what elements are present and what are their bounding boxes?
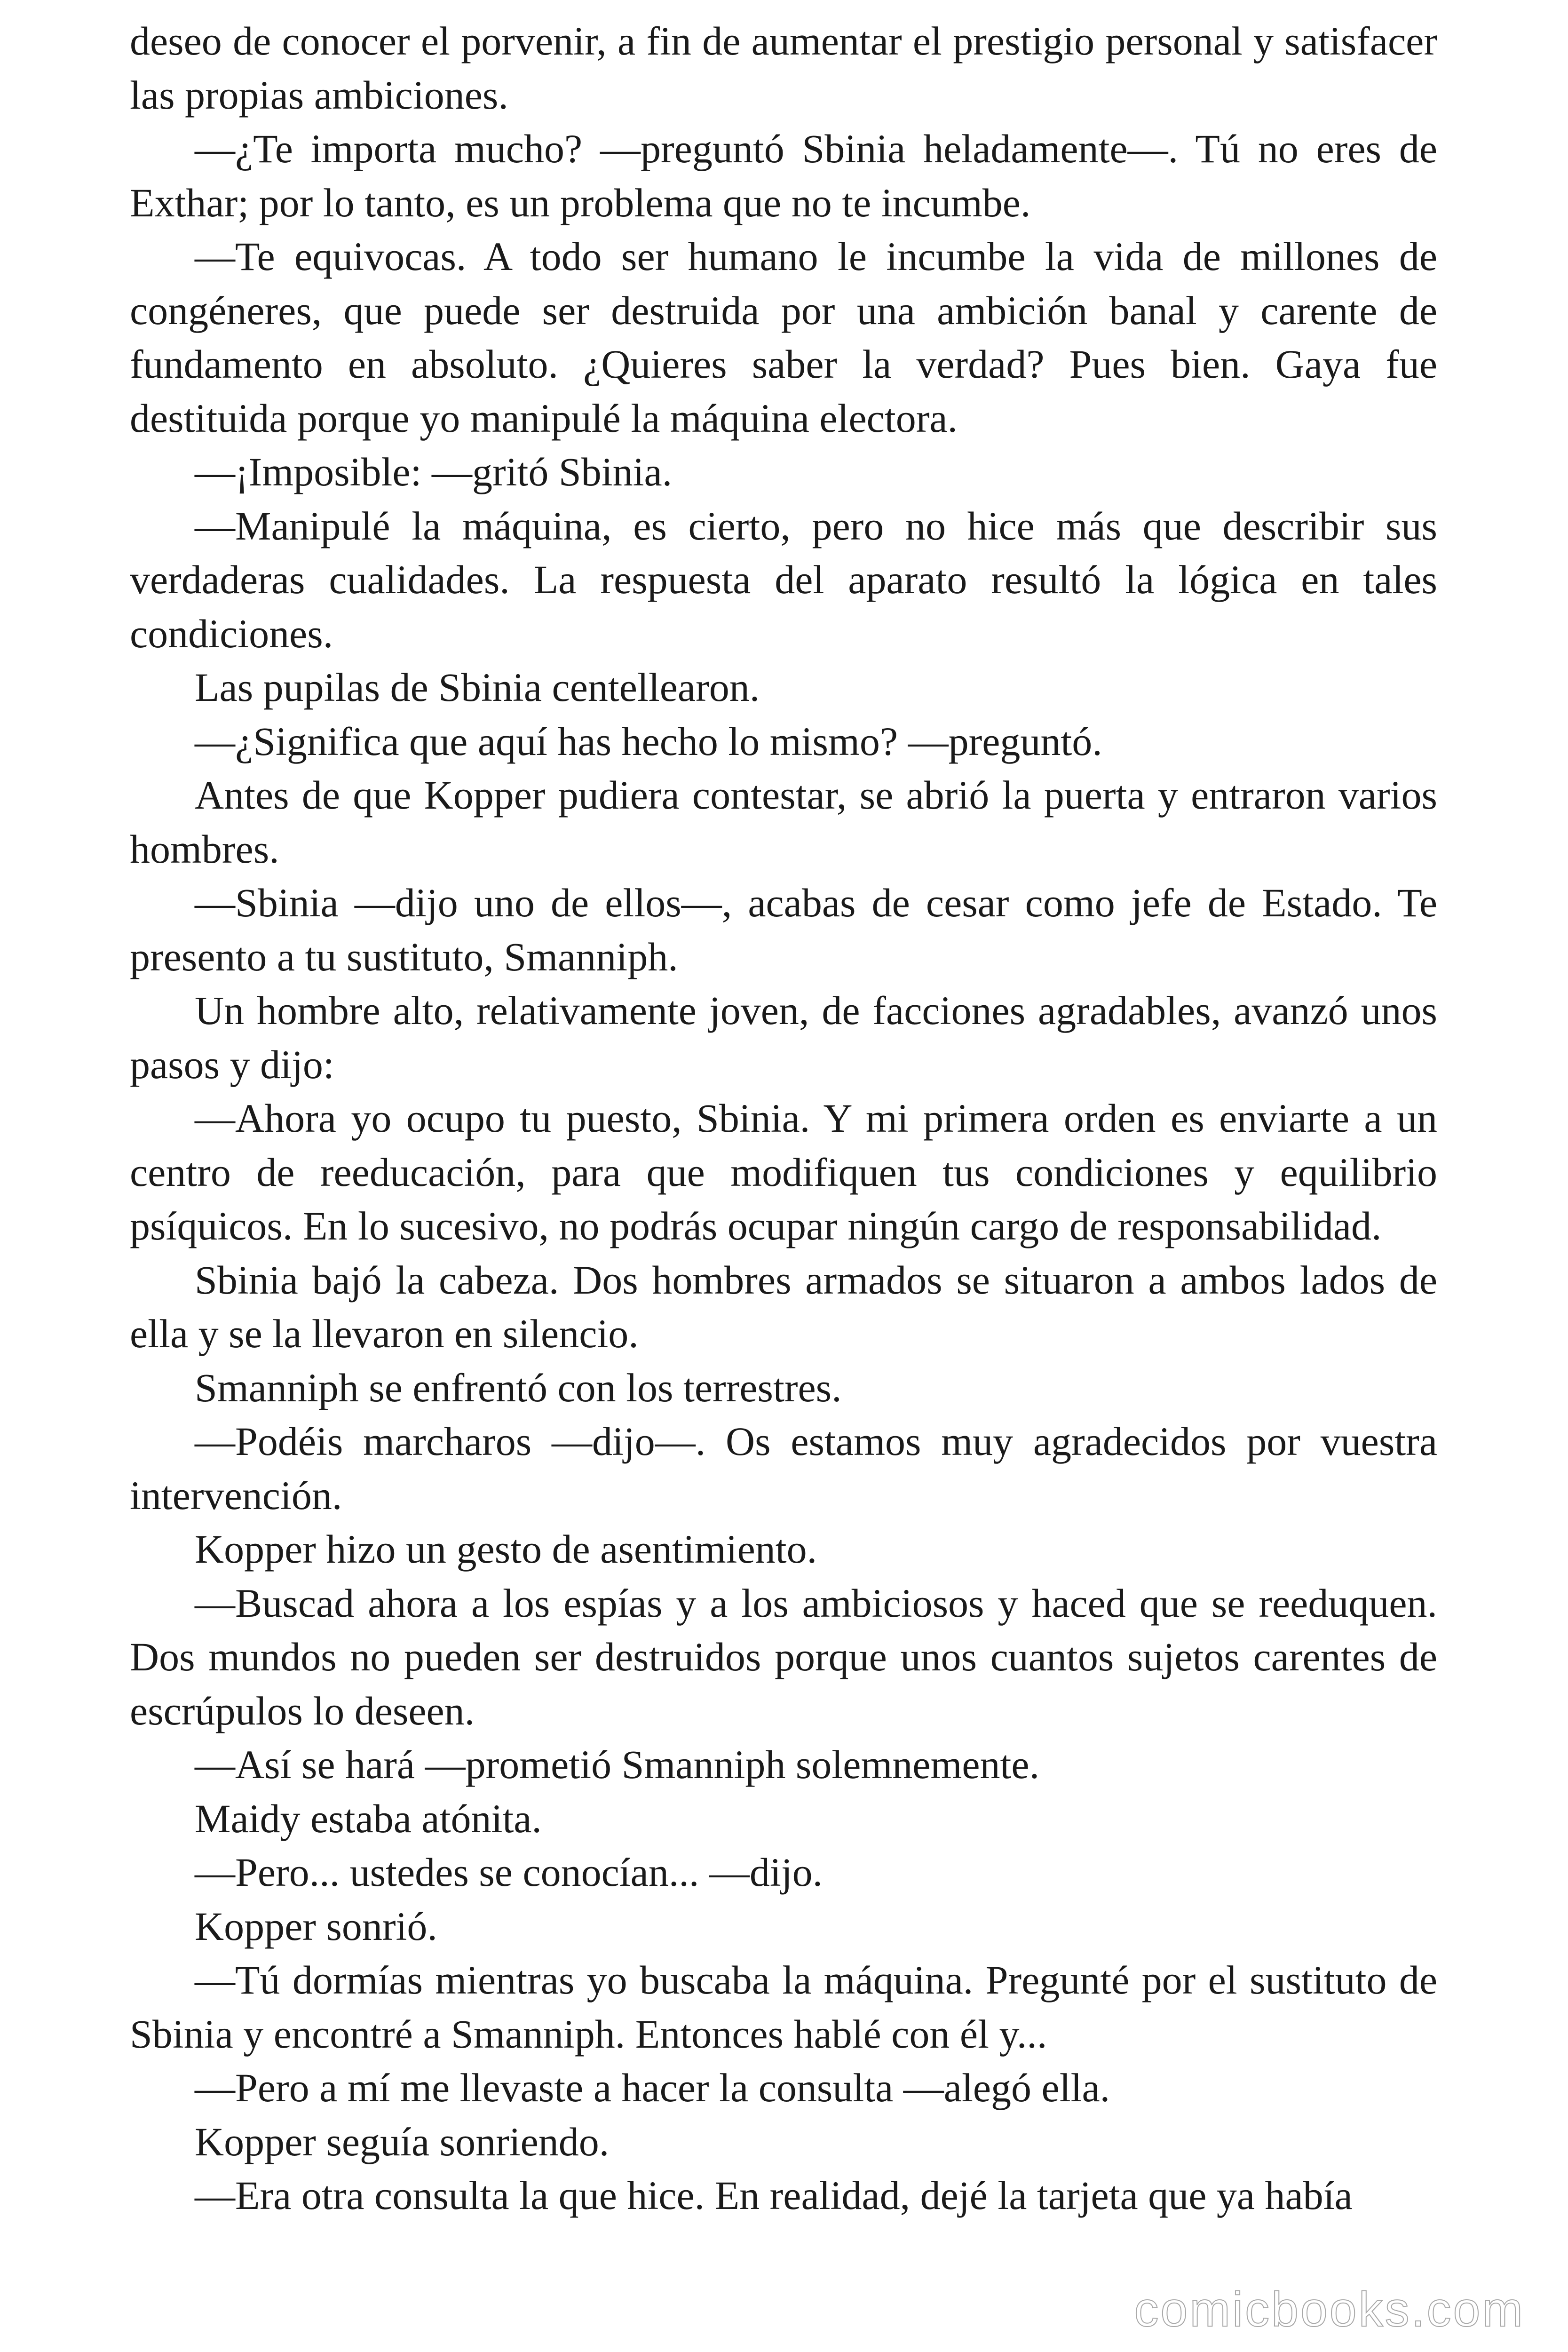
paragraph: Las pupilas de Sbinia centellearon.	[195, 665, 760, 710]
paragraph: —Sbinia —dijo uno de ellos—, acabas de cesar como jefe de Estado. Te presento a tu sustituto, Smanniph.	[130, 880, 1437, 979]
book-page-body	[130, 14, 1437, 2223]
paragraph: —Así se hará —prometió Smanniph solemnemente.	[195, 1742, 1040, 1787]
paragraph: Antes de que Kopper pudiera contestar, se abrió la puerta y entraron varios hombres.	[130, 772, 1437, 872]
paragraph: —Manipulé la máquina, es cierto, pero no hice más que describir sus verdaderas cualidades. La respuesta del aparato resultó la lógica en tales condiciones.	[130, 503, 1437, 656]
paragraph: Smanniph se enfrentó con los terrestres.	[195, 1365, 842, 1410]
paragraph: Un hombre alto, relativamente joven, de facciones agradables, avanzó unos pasos y dijo:	[130, 988, 1437, 1087]
paragraph: Kopper sonrió.	[195, 1903, 437, 1949]
paragraph: —Pero... ustedes se conocían... —dijo.	[195, 1850, 823, 1895]
paragraph: —Pero a mí me llevaste a hacer la consulta —alegó ella.	[195, 2065, 1110, 2110]
paragraph: —Ahora yo ocupo tu puesto, Sbinia. Y mi primera orden es enviarte a un centro de reeducación, para que modifiquen tus condiciones y equilibrio psíquicos. En lo sucesivo, no podrás ocupar ningún cargo de responsabilidad.	[130, 1096, 1437, 1248]
source-watermark: comicbooks.com	[1134, 2282, 1525, 2337]
paragraph: Kopper hizo un gesto de asentimiento.	[195, 1526, 817, 1572]
paragraph: —¿Te importa mucho? —preguntó Sbinia heladamente—. Tú no eres de Exthar; por lo tanto, es un problema que no te incumbe.	[130, 126, 1437, 225]
paragraph: —Te equivocas. A todo ser humano le incumbe la vida de millones de congéneres, que puede ser destruida por una ambición banal y carente de fundamento en absoluto. ¿Quieres saber la verdad? Pues bien. Gaya fue destituida porque yo manipulé la máquina electora.	[130, 234, 1437, 441]
paragraph: —Era otra consulta la que hice. En realidad, dejé la tarjeta que ya había	[195, 2173, 1353, 2218]
paragraph: —Tú dormías mientras yo buscaba la máquina. Pregunté por el sustituto de Sbinia y encontré a Smanniph. Entonces hablé con él y...	[130, 1957, 1437, 2057]
paragraph: —¡Imposible: —gritó Sbinia.	[195, 449, 673, 494]
paragraph: deseo de conocer el porvenir, a fin de aumentar el prestigio personal y satisfacer las propias ambiciones.	[130, 18, 1437, 118]
paragraph: —Buscad ahora a los espías y a los ambiciosos y haced que se reeduquen. Dos mundos no pueden ser destruidos porque unos cuantos sujetos carentes de escrúpulos lo deseen.	[130, 1580, 1437, 1733]
paragraph: Sbinia bajó la cabeza. Dos hombres armados se situaron a ambos lados de ella y se la llevaron en silencio.	[130, 1257, 1437, 1356]
paragraph: —¿Significa que aquí has hecho lo mismo? —preguntó.	[195, 718, 1102, 764]
paragraph: Kopper seguía sonriendo.	[195, 2119, 610, 2164]
paragraph: Maidy estaba atónita.	[195, 1796, 542, 1841]
paragraph: —Podéis marcharos —dijo—. Os estamos muy agradecidos por vuestra intervención.	[130, 1419, 1437, 1518]
